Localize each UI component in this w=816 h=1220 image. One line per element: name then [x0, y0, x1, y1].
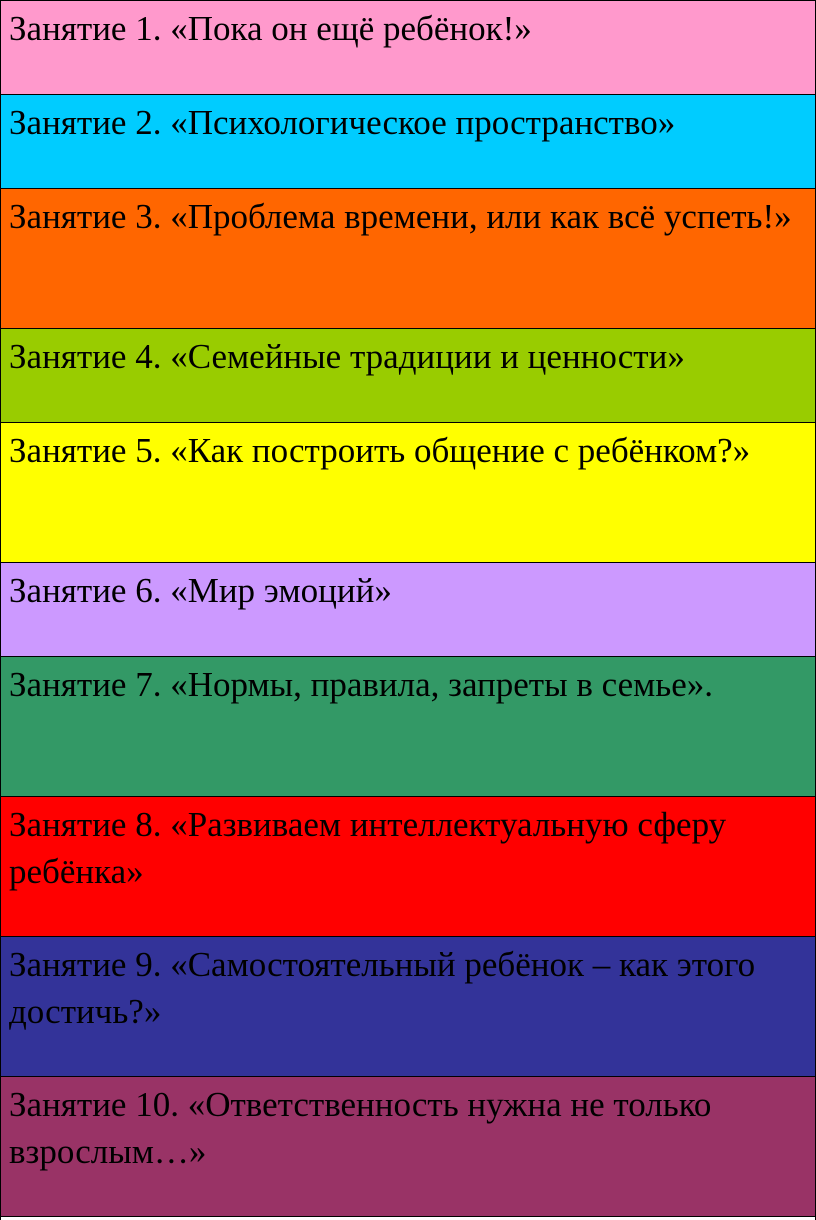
- lesson-row-9: Занятие 9. «Самостоятельный ребёнок – как этого достичь?»: [1, 937, 815, 1077]
- lesson-row-6: Занятие 6. «Мир эмоций»: [1, 563, 815, 657]
- lesson-row-4: Занятие 4. «Семейные традиции и ценности»: [1, 329, 815, 423]
- lesson-row-3: Занятие 3. «Проблема времени, или как всё успеть!»: [1, 189, 815, 329]
- lesson-row-10: Занятие 10. «Ответственность нужна не только взрослым…»: [1, 1077, 815, 1217]
- lesson-row-2: Занятие 2. «Психологическое пространство»: [1, 95, 815, 189]
- lesson-row-5: Занятие 5. «Как построить общение с ребёнком?»: [1, 423, 815, 563]
- lesson-row-7: Занятие 7. «Нормы, правила, запреты в семье».: [1, 657, 815, 797]
- lesson-row-8: Занятие 8. «Развиваем интеллектуальную сферу ребёнка»: [1, 797, 815, 937]
- lesson-row-1: Занятие 1. «Пока он ещё ребёнок!»: [1, 1, 815, 95]
